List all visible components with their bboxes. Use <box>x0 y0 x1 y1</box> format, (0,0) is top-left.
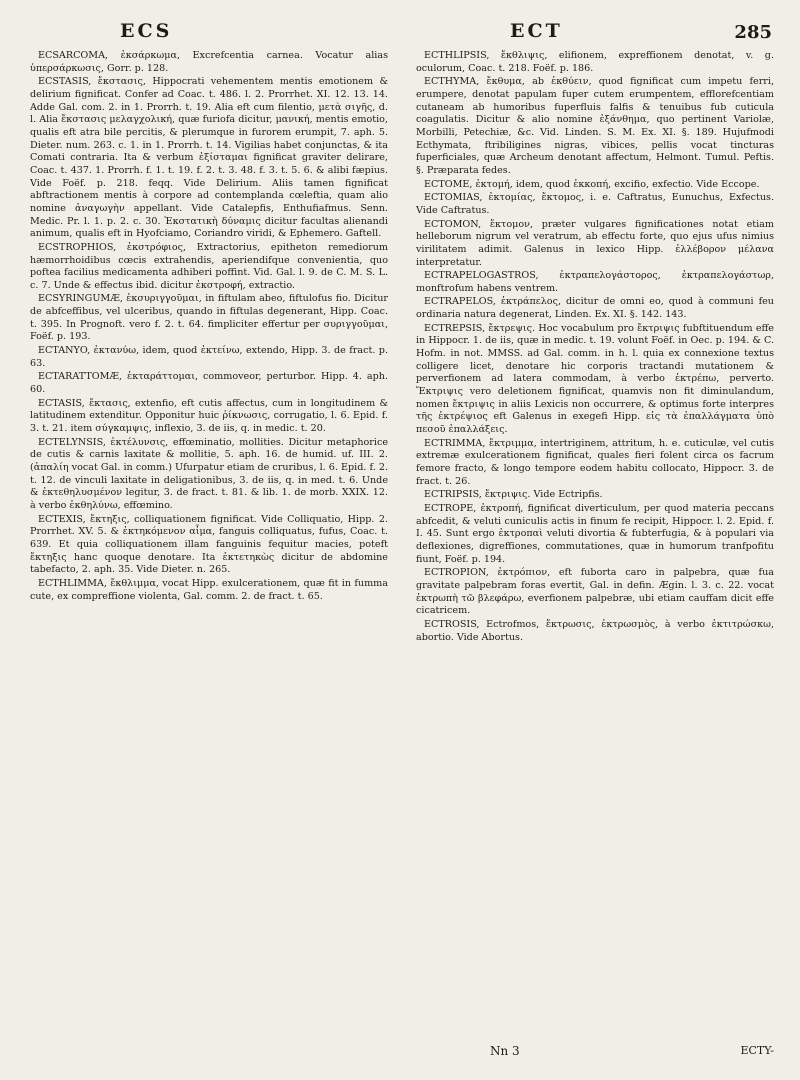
entry: ECTOMON, ἔκτομον, præter vulgares fignificationes notat etiam helleborum nigrum vel veratrum, ab effectu forte, quo ejus ufus nimius virilitatem adimit. Galenus in lexico Hipp. ἐλλέβορον μέλανα interpretatur. <box>416 218 774 268</box>
dictionary-page <box>30 14 778 1064</box>
entry: ECTOMIAS, ἐκτομίας, ἔκτομος, i. e. Caftratus, Eunuchus, Exfectus. Vide Caftratus. <box>416 192 774 216</box>
entry: ECTANYO, ἐκτανύω, idem, quod ἐκτείνω, extendo, Hipp. 3. de fract. p. 63. <box>30 345 388 369</box>
entry: ECTEXIS, ἔκτηξις, colliquationem fignificat. Vide Colliquatio, Hipp. 2. Prorrhet. XV. 5. & ἐκτηκόμενον αἷμα, fanguis colliquatus, fufus, Coac. t. 639. Et quia colliquationem illam fanguinis fequitur macies, poteft ἔκτηξις hanc quoque denotare. Ita ἐκτετηκὼς dicitur de abdomine tabefacto, 2. aph. 35. Vide Dieter. n. 265. <box>30 513 388 576</box>
entry: ECTOME, ἐκτομή, idem, quod ἐκκοπή, excifio, exfectio. Vide Eccope. <box>424 178 760 190</box>
entry: ECTRAPELOGASTROS, ἐκτραπελογάστορος, ἐκτραπελογάστωρ, monftrofum habens ventrem. <box>416 270 774 294</box>
entry: ECTHYMA, ἔκθυμα, ab ἐκθύειν, quod fignificat cum impetu ferri, erumpere, denotat papulam fuper cutem erumpentem, efflorefcentiam cutaneam ab humoribus fuperfluis falfis & tenuibus fub cuticula coagulatis. Dicitur & alio nomine ἐξάνθημα, quo pertinent Variolæ, Morbilli, Petechiæ, &c. Vid. Linden. S. M. Ex. XI. §. 189. Hujufmodi Ecthymata, ftribiligines nigras, vibices, pellis vocat tincturas fuperficiales, quæ Archeum denotant affectum, Helmont. Tumul. Peftis. §. Præparata fedes. <box>416 76 774 176</box>
entry: ECSARCOMA, ἐκσάρκωμα, Excrefcentia carnea. Vocatur alias ὑπερσάρκωσις, Gorr. p. 128. <box>30 50 388 74</box>
entry: ECTRAPELOS, ἐκτράπελος, dicitur de omni eo, quod à communi feu ordinaria natura degenerat, Linden. Ex. XI. §. 142. 143. <box>416 296 774 321</box>
entry: ECTARATTOMÆ, ἐκταράττομαι, commoveor, perturbor. Hipp. 4. aph. 60. <box>30 371 388 396</box>
entry: ECTRIPSIS, ἔκτριψις. Vide Ectripfis. <box>424 489 603 501</box>
catchword: ECTY- <box>740 1044 774 1057</box>
entry: ECTREPSIS, ἔκτρεψις. Hoc vocabulum pro ἔκτριψις fubftituendum effe in Hippocr. 1. de iis, quæ in medic. t. 19. volunt Foëf. in Oec. p. 194. & C. Hofm. in not. MMSS. ad Gal. comm. in h. l. quia ex connexione textus colligere licet, denotare hic corporis tractandi mutationem & perverfionem ad latera commodam, à verbo ἐκτρέπω, perverto. Ἔκτριψις vero deletionem fignificat, quamvis non fit diminulandum, nomen ἔκτριψις in aliis Lexicis non occurrere, & optimus forte interpres τῆς ἐκτρέψιος eft Galenus in exegefi Hipp. εἰς τὰ ἐπαλλάγματα ὑπὸ πεσοῦ ἐπαλλάξεις. <box>416 322 774 436</box>
entry: ECTELYNSIS, ἐκτέλυνσις, effœminatio, mollities. Dicitur metaphorice de cutis & carnis laxitate & mollitie, 5. aph. 16. de humid. uf. III. 2. (ἀπαλίη vocat Gal. in comm.) Ufurpatur etiam de cruribus, l. 6. Epid. f. 2. t. 12. de vinculi laxitate in deligationibus, 3. de iis, q. in med. t. 6. Unde & ἐκτεθηλυσμένον legitur, 3. de fract. t. 81. & lib. 1. de morb. XXIX. 12. à verbo ἐκθηλύνω, effœmino. <box>30 436 388 511</box>
entry: ECTHLIMMA, ἔκθλιμμα, vocat Hipp. exulcerationem, quæ fit in fumma cute, ex compreffione violenta, Gal. comm. 2. de fract. t. 65. <box>30 577 388 602</box>
entry: ECTASIS, ἔκτασις, extenfio, eft cutis affectus, cum in longitudinem & latitudinem extenditur. Opponitur huic ῥίκνωσις, corrugatio, l. 6. Epid. f. 3. t. 21. item σύγκαμψις, inflexio, 3. de iis, q. in medic. t. 20. <box>30 397 388 435</box>
entry: ECTRIMMA, ἔκτριμμα, intertriginem, attritum, h. e. cuticulæ, vel cutis extremæ exulcerationem fignificat, quales fieri folent circa os facrum femore fracto, & longo tempore eodem habitu collocato, Hippocr. 3. de fract. t. 26. <box>416 437 774 487</box>
entry: ECSYRINGUMÆ, ἐκσυριγγοῦμαι, in fiftulam abeo, fiftulofus fio. Dicitur de abfceffibus, vel ulceribus, quando in fiftulas degenerant, Hipp. Coac. t. 395. In Prognoft. vero f. 2. t. 64. fimpliciter effertur per συριγγοῦμαι, Foëf. p. 193. <box>30 293 388 343</box>
entry: ECSTASIS, ἔκστασις, Hippocrati vehementem mentis emotionem & delirium fignificat. Confer ad Coac. t. 486. l. 2. Prorrhet. XI. 12. 13. 14. Adde Gal. com. 2. in 1. Prorrh. t. 19. Alia eft cum filentio, μετὰ σιγῆς, d. l. Alia ἔκστασις μελαγχολική, quæ furiofa dicitur, μανική, mentis emotio, qualis eft atra bile percitis, & plerumque in furorem erumpit, 7. aph. 5. Dieter. num. 263. c. 1. in 1. Prorrh. t. 14. Vigilias habet conjunctas, & ita Comati contraria. Ita & verbum ἐξίσταμαι fignificat graviter delirare, Coac. t. 437. 1. Prorrh. f. 1. t. 19. f. 2. t. 3. 48. f. 3. t. 5. 6. & alibi fæpius. Vide Foëf. p. 218. feqq. Vide Delirium. Aliis tamen fignificat abftractionem mentis à corpore ad contemplanda cœleftia, quam alio nomine ἀναγωγὴν appellant. Vide Catalepfis, Enthufiafmus. Senn. Medic. Pr. l. 1. p. 2. c. 30. Ἐκστατικὴ δύναμις dicitur facultas alienandi animum, qualis eft in Hyofciamo, Coriandro viridi, & Ephemero. Gaftell. <box>30 76 388 240</box>
entry: ECTROPE, ἐκτροπή, fignificat diverticulum, per quod materia peccans abfcedit, & veluti cuniculis actis in finum fe recipit, Hippocr. l. 2. Epid. f. I. 45. Sunt ergo ἐκτροπαὶ veluti divortia & fubterfugia, & à populari via deflexiones, digreffiones, commutationes, quæ in humorum tranfpofitu fiunt, Foëf. p. 194. <box>416 502 774 565</box>
header-right-guide: ECT <box>510 20 563 42</box>
right-column <box>416 50 774 1050</box>
running-header <box>30 14 778 48</box>
signature-mark: Nn 3 <box>490 1044 520 1058</box>
text-columns <box>30 50 778 1050</box>
entry: ECTROSIS, Ectrofmos, ἔκτρωσις, ἐκτρωσμὸς, à verbo ἐκτιτρώσκω, abortio. Vide Abortus. <box>416 618 774 643</box>
entry: ECTROPION, ἐκτρόπιον, eft fuborta caro in palpebra, quæ fua gravitate palpebram foras evertit, Gal. in defin. Ægin. l. 3. c. 22. vocat ἐκτρωπὴ τῶ βλεφάρω, everfionem palpebræ, ubi etiam cauffam dicit effe cicatricem. <box>416 567 774 617</box>
entry: ECTHLIPSIS, ἔκθλιψις, elifionem, expreffionem denotat, v. g. oculorum, Coac. t. 218. Foëf. p. 186. <box>416 50 774 74</box>
entry: ECSTROPHIOS, ἐκστρόφιος, Extractorius, epitheton remediorum hæmorrhoidibus cœcis extrahendis, aperiendifque convenientia, quo poftea facilius medicamenta adhiberi poffint. Vid. Gal. l. 9. de C. M. S. L. c. 7. Unde & effectus ibid. dicitur ἐκστροφή, extractio. <box>30 241 388 291</box>
left-column <box>30 50 388 1050</box>
header-left-guide: ECS <box>120 20 173 42</box>
page-number: 285 <box>734 22 772 43</box>
page-footer <box>30 1044 778 1064</box>
